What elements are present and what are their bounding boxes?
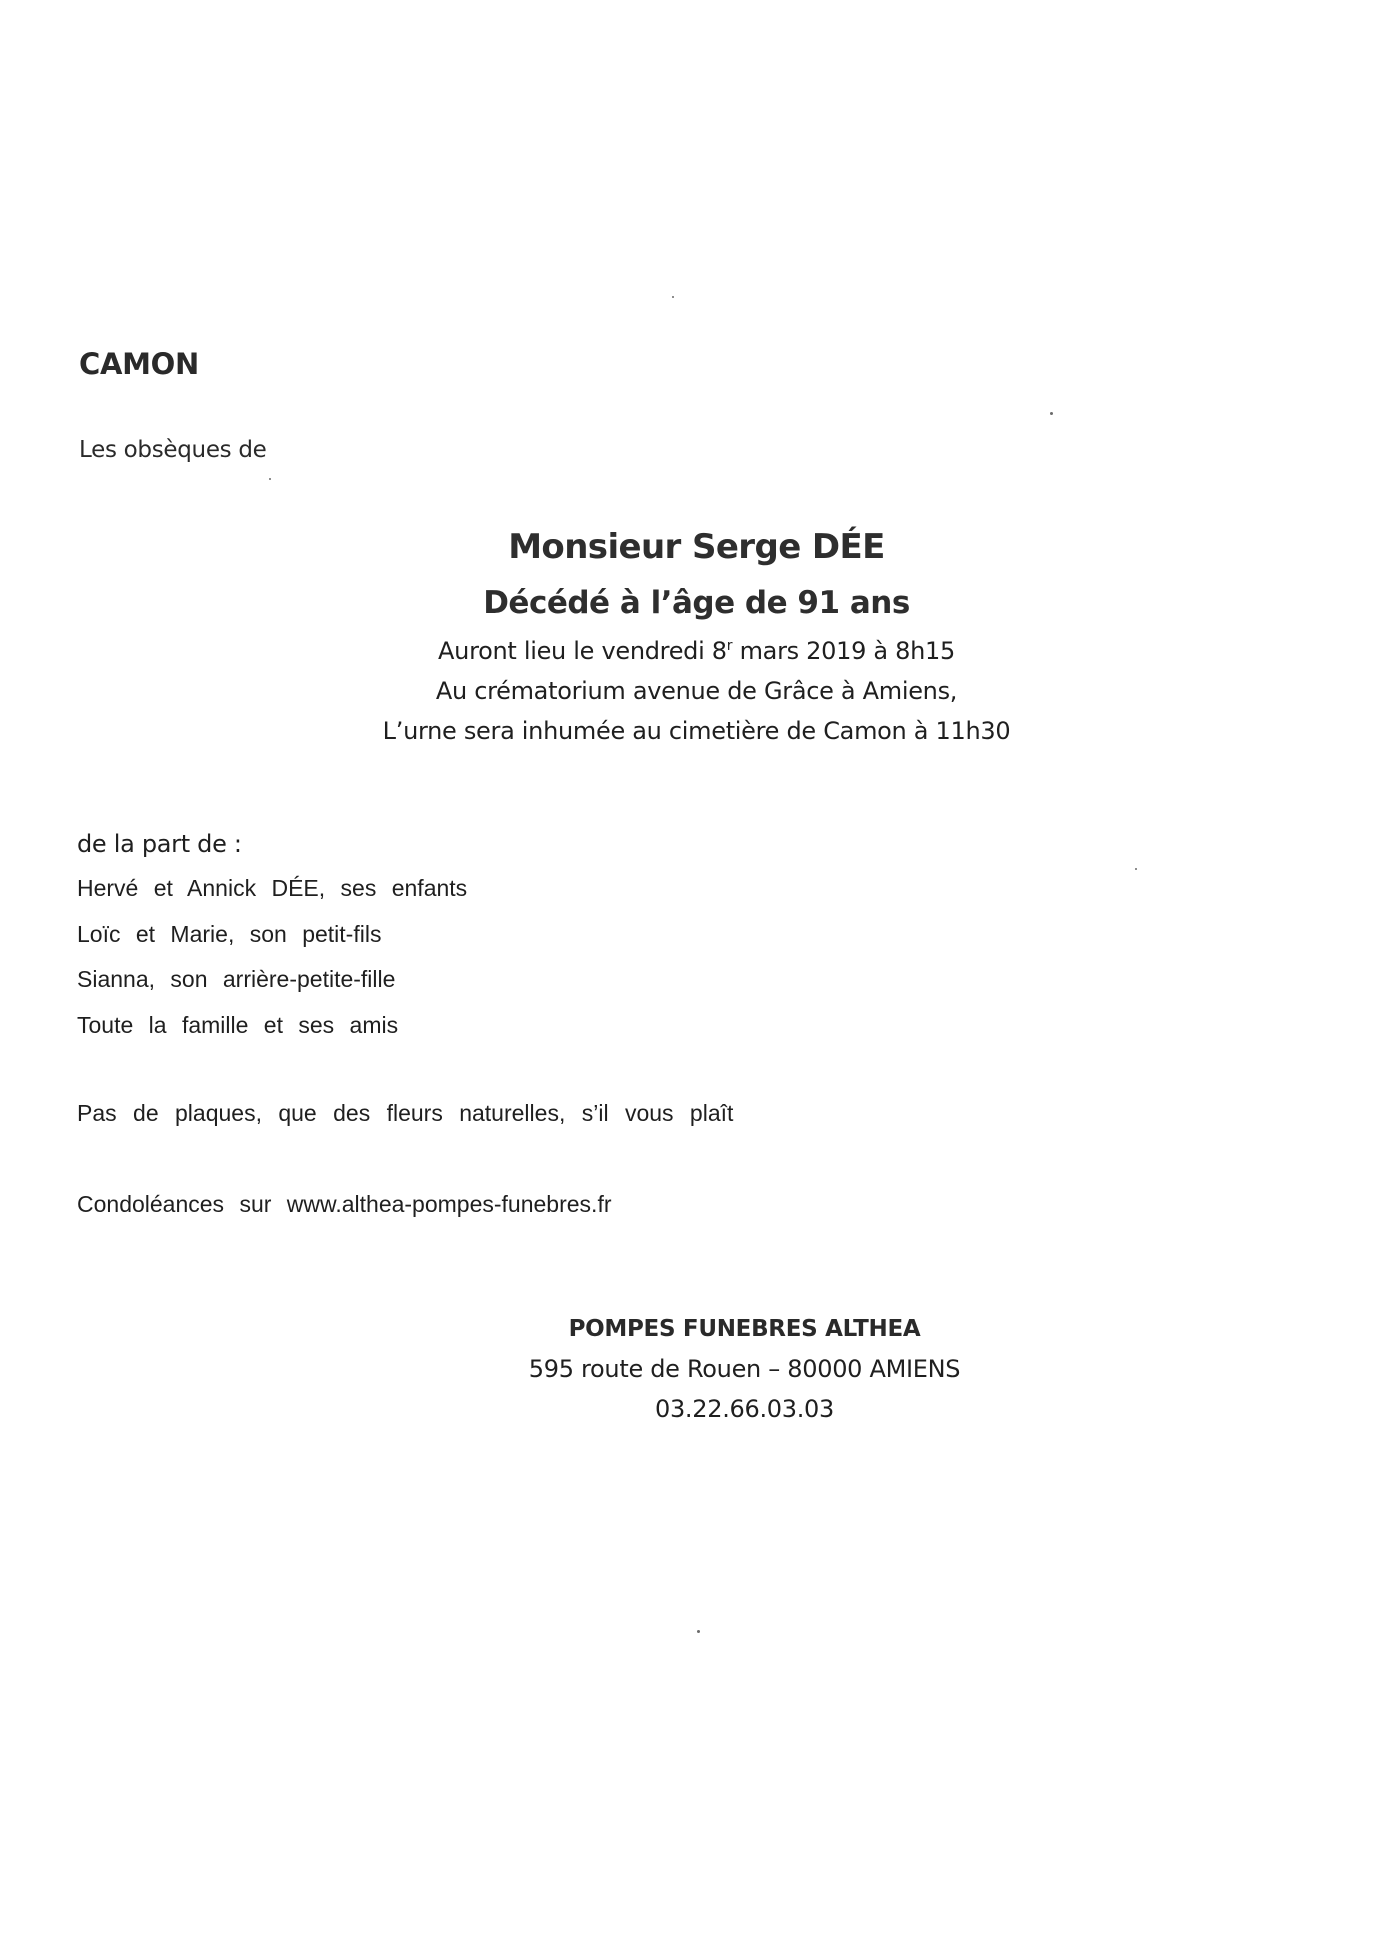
- ceremony-date-superscript: r: [726, 638, 733, 654]
- funeral-home-name: POMPES FUNEBRES ALTHEA: [568, 1316, 921, 1342]
- condolences-line: Condoléances sur www.althea-pompes-funebres.fr: [77, 1191, 612, 1217]
- funeral-home-address: 595 route de Rouen – 80000 AMIENS: [528, 1355, 961, 1383]
- scan-speck: [672, 296, 674, 298]
- ceremony-date-text: Auront lieu le vendredi 8: [438, 637, 727, 665]
- scan-speck: [697, 1630, 700, 1633]
- intro-text: Les obsèques de: [79, 437, 267, 463]
- urn-burial-line: L’urne sera inhumée au cimetière de Camon à 11h30: [382, 717, 1011, 745]
- from-heading: de la part de :: [77, 830, 242, 858]
- age-line: Décédé à l’âge de 91 ans: [483, 585, 910, 621]
- family-list: [77, 873, 467, 1055]
- location-heading: CAMON: [79, 347, 200, 381]
- family-member: Toute la famille et ses amis: [77, 1011, 399, 1038]
- scan-speck: [1050, 412, 1053, 415]
- scan-speck: [1135, 868, 1137, 870]
- ceremony-date-line: [0, 637, 1379, 665]
- scan-speck: [269, 478, 271, 480]
- ceremony-place-line: Au crématorium avenue de Grâce à Amiens,: [435, 677, 958, 705]
- family-member: Loïc et Marie, son petit-fils: [77, 920, 382, 947]
- family-member: Hervé et Annick DÉE, ses enfants: [77, 875, 468, 901]
- deceased-name: Monsieur Serge DÉE: [508, 527, 885, 567]
- flowers-note: Pas de plaques, que des fleurs naturelles, s’il vous plaît: [77, 1100, 734, 1126]
- funeral-home-phone: 03.22.66.03.03: [654, 1395, 834, 1423]
- family-member: Sianna, son arrière-petite-fille: [77, 966, 396, 992]
- ceremony-date-rest: mars 2019 à 8h15: [732, 637, 955, 665]
